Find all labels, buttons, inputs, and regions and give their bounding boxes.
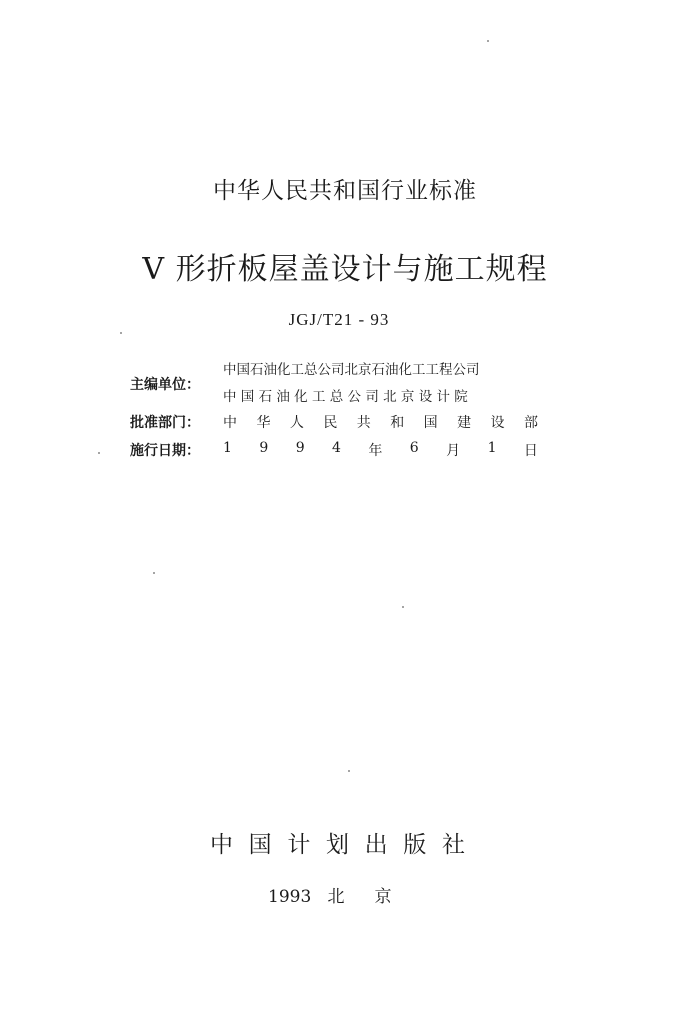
scan-speck xyxy=(402,606,404,608)
date-value xyxy=(223,440,538,460)
scan-speck xyxy=(120,332,122,334)
scan-speck xyxy=(98,452,100,454)
scan-speck xyxy=(153,572,155,574)
publisher-name xyxy=(210,826,465,859)
editor-unit-2: 中 国 石 油 化 工 总 公 司 北 京 设 计 院 xyxy=(223,389,468,405)
scan-speck xyxy=(348,770,350,772)
date-char: 月 xyxy=(446,443,461,459)
publication-year: 1993 xyxy=(268,887,312,907)
editors-label: 主编单位： xyxy=(130,377,200,393)
date-char: 1 xyxy=(223,440,232,456)
approver-char: 人 xyxy=(289,415,304,431)
approver-char: 部 xyxy=(523,415,538,431)
approver-char: 华 xyxy=(256,415,271,431)
approver-char: 国 xyxy=(423,415,438,431)
approver-value xyxy=(223,412,538,432)
date-char: 9 xyxy=(295,440,305,456)
approver-label: 批准部门： xyxy=(130,415,200,431)
approver-char: 设 xyxy=(490,415,505,431)
publication-place xyxy=(268,882,391,907)
standard-code: JGJ/T21 - 93 xyxy=(288,310,390,329)
publisher-char: 出 xyxy=(364,832,388,858)
publication-city-1: 北 xyxy=(327,887,345,907)
date-char: 年 xyxy=(368,443,383,459)
publication-city-2: 京 xyxy=(374,887,392,907)
publisher-char: 计 xyxy=(287,832,311,858)
approver-char: 建 xyxy=(457,415,472,431)
date-char: 日 xyxy=(523,443,538,459)
approver-char: 中 xyxy=(223,415,237,431)
publisher-char: 版 xyxy=(403,832,427,858)
standard-series: 中华人民共和国行业标准 xyxy=(213,178,477,204)
date-char: 9 xyxy=(259,440,269,456)
publisher-char: 划 xyxy=(325,832,349,858)
scan-speck xyxy=(487,40,489,42)
date-char: 4 xyxy=(332,440,341,456)
document-title: V 形折板屋盖设计与施工规程 xyxy=(142,252,548,287)
approver-char: 共 xyxy=(356,415,371,431)
date-char: 6 xyxy=(409,440,419,456)
approver-char: 和 xyxy=(390,415,405,431)
date-label: 施行日期： xyxy=(130,443,200,459)
editor-unit-1: 中国石油化工总公司北京石油化工工程公司 xyxy=(223,362,480,378)
publisher-char: 中 xyxy=(210,832,233,858)
publisher-char: 国 xyxy=(248,832,272,858)
publisher-char: 社 xyxy=(441,832,465,858)
approver-char: 民 xyxy=(323,415,338,431)
date-char: 1 xyxy=(487,440,497,456)
